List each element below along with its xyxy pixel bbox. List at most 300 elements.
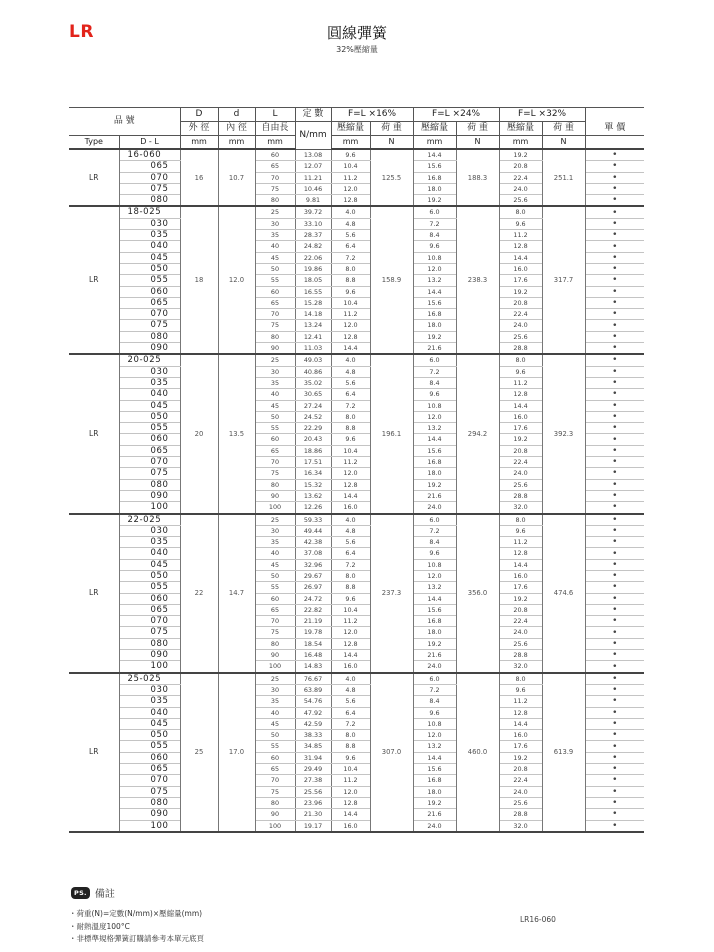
spring-rate-cell: 29.49 bbox=[295, 764, 331, 775]
spring-rate-cell: 16.48 bbox=[295, 650, 331, 661]
free-length-cell: 35 bbox=[255, 230, 295, 241]
compression-24-cell: 13.2 bbox=[413, 741, 456, 752]
spring-rate-cell: 13.62 bbox=[295, 490, 331, 501]
compression-24-cell: 9.6 bbox=[413, 707, 456, 718]
free-length-cell: 65 bbox=[255, 445, 295, 456]
compression-24-cell: 18.0 bbox=[413, 320, 456, 331]
compression-16-cell: 10.4 bbox=[331, 604, 370, 615]
compression-16-cell: 4.0 bbox=[331, 206, 370, 218]
col-group-24: F=L ×24% bbox=[413, 108, 499, 122]
price-cell: • bbox=[585, 457, 644, 468]
spring-rate-cell: 59.33 bbox=[295, 514, 331, 526]
free-length-cell: 55 bbox=[255, 741, 295, 752]
compression-24-cell: 14.4 bbox=[413, 149, 456, 161]
compression-32-cell: 20.8 bbox=[499, 297, 542, 308]
price-cell: • bbox=[585, 661, 644, 673]
outer-diameter-cell: 16 bbox=[180, 149, 218, 206]
price-cell: • bbox=[585, 411, 644, 422]
product-code: 080 bbox=[119, 331, 180, 342]
compression-32-cell: 11.2 bbox=[499, 537, 542, 548]
product-code: 075 bbox=[119, 183, 180, 194]
compression-16-cell: 4.8 bbox=[331, 366, 370, 377]
compression-24-cell: 7.2 bbox=[413, 366, 456, 377]
note-item: ・荷重(N)=定數(N/mm)×壓縮量(mm) bbox=[69, 909, 203, 918]
compression-16-cell: 10.4 bbox=[331, 764, 370, 775]
free-length-cell: 25 bbox=[255, 673, 295, 685]
price-cell: • bbox=[585, 218, 644, 229]
compression-16-cell: 12.0 bbox=[331, 468, 370, 479]
compression-24-cell: 16.8 bbox=[413, 457, 456, 468]
spring-rate-cell: 30.65 bbox=[295, 389, 331, 400]
product-code: 035 bbox=[119, 696, 180, 707]
spring-rate-cell: 22.29 bbox=[295, 423, 331, 434]
free-length-cell: 80 bbox=[255, 195, 295, 207]
notes-header bbox=[71, 885, 115, 900]
compression-24-cell: 18.0 bbox=[413, 183, 456, 194]
compression-16-cell: 7.2 bbox=[331, 252, 370, 263]
col-product: 品 號 bbox=[69, 108, 180, 136]
product-code: 060 bbox=[119, 286, 180, 297]
price-cell: • bbox=[585, 309, 644, 320]
product-code: 16-060 bbox=[119, 149, 180, 161]
compression-24-cell: 6.0 bbox=[413, 206, 456, 218]
col-price-top bbox=[585, 108, 644, 122]
spring-rate-cell: 20.43 bbox=[295, 434, 331, 445]
product-code: 080 bbox=[119, 638, 180, 649]
col-spring-rate-unit: N/mm bbox=[295, 122, 331, 150]
compression-24-cell: 9.6 bbox=[413, 241, 456, 252]
type-cell: LR bbox=[69, 673, 119, 832]
price-cell: • bbox=[585, 582, 644, 593]
spring-rate-cell: 49.44 bbox=[295, 525, 331, 536]
price-cell: • bbox=[585, 320, 644, 331]
spring-rate-cell: 49.03 bbox=[295, 354, 331, 366]
spring-rate-cell: 21.19 bbox=[295, 616, 331, 627]
spring-rate-cell: 12.07 bbox=[295, 161, 331, 172]
compression-24-cell: 16.8 bbox=[413, 309, 456, 320]
compression-24-cell: 6.0 bbox=[413, 514, 456, 526]
compression-16-cell: 6.4 bbox=[331, 389, 370, 400]
product-code: 100 bbox=[119, 502, 180, 514]
compression-16-cell: 4.8 bbox=[331, 684, 370, 695]
spring-rate-cell: 19.86 bbox=[295, 263, 331, 274]
col-group-32: F=L ×32% bbox=[499, 108, 585, 122]
compression-16-cell: 8.0 bbox=[331, 411, 370, 422]
unit-mm-comp-16: mm bbox=[331, 136, 370, 150]
compression-32-cell: 20.8 bbox=[499, 445, 542, 456]
spring-rate-cell: 26.97 bbox=[295, 582, 331, 593]
product-code: 080 bbox=[119, 479, 180, 490]
load-32-cell: 613.9 bbox=[542, 673, 585, 832]
product-code: 080 bbox=[119, 195, 180, 207]
compression-16-cell: 14.4 bbox=[331, 650, 370, 661]
free-length-cell: 100 bbox=[255, 661, 295, 673]
product-code: 065 bbox=[119, 161, 180, 172]
price-cell: • bbox=[585, 161, 644, 172]
compression-16-cell: 11.2 bbox=[331, 616, 370, 627]
product-code: 065 bbox=[119, 604, 180, 615]
free-length-cell: 75 bbox=[255, 627, 295, 638]
spring-rate-cell: 39.72 bbox=[295, 206, 331, 218]
compression-24-cell: 10.8 bbox=[413, 252, 456, 263]
product-code: 050 bbox=[119, 570, 180, 581]
compression-32-cell: 17.6 bbox=[499, 275, 542, 286]
load-32-cell: 317.7 bbox=[542, 206, 585, 354]
spring-rate-cell: 21.30 bbox=[295, 809, 331, 820]
compression-32-cell: 32.0 bbox=[499, 661, 542, 673]
free-length-cell: 30 bbox=[255, 525, 295, 536]
compression-24-cell: 8.4 bbox=[413, 377, 456, 388]
product-code: 22-025 bbox=[119, 514, 180, 526]
free-length-cell: 50 bbox=[255, 730, 295, 741]
spring-rate-cell: 18.05 bbox=[295, 275, 331, 286]
free-length-cell: 60 bbox=[255, 286, 295, 297]
outer-diameter-cell: 20 bbox=[180, 354, 218, 513]
product-code: 040 bbox=[119, 241, 180, 252]
price-cell: • bbox=[585, 627, 644, 638]
compression-16-cell: 4.0 bbox=[331, 673, 370, 685]
compression-24-cell: 19.2 bbox=[413, 195, 456, 207]
col-outer-diameter: D bbox=[180, 108, 218, 122]
price-cell: • bbox=[585, 684, 644, 695]
compression-24-cell: 10.8 bbox=[413, 718, 456, 729]
spring-rate-cell: 13.24 bbox=[295, 320, 331, 331]
free-length-cell: 70 bbox=[255, 172, 295, 183]
product-code: 055 bbox=[119, 423, 180, 434]
compression-32-cell: 22.4 bbox=[499, 775, 542, 786]
compression-16-cell: 6.4 bbox=[331, 707, 370, 718]
compression-24-cell: 21.6 bbox=[413, 343, 456, 355]
free-length-cell: 40 bbox=[255, 389, 295, 400]
compression-24-cell: 13.2 bbox=[413, 275, 456, 286]
price-cell: • bbox=[585, 377, 644, 388]
product-code: 055 bbox=[119, 275, 180, 286]
price-cell: • bbox=[585, 183, 644, 194]
price-cell: • bbox=[585, 149, 644, 161]
product-code: 090 bbox=[119, 343, 180, 355]
price-cell: • bbox=[585, 297, 644, 308]
product-code: 090 bbox=[119, 809, 180, 820]
compression-24-cell: 12.0 bbox=[413, 730, 456, 741]
unit-n-load-24: N bbox=[456, 136, 499, 150]
compression-32-cell: 12.8 bbox=[499, 389, 542, 400]
spring-rate-cell: 9.81 bbox=[295, 195, 331, 207]
price-cell: • bbox=[585, 537, 644, 548]
compression-32-cell: 19.2 bbox=[499, 149, 542, 161]
product-code: 050 bbox=[119, 730, 180, 741]
inner-diameter-cell: 13.5 bbox=[218, 354, 255, 513]
compression-24-cell: 24.0 bbox=[413, 502, 456, 514]
spring-rate-cell: 29.67 bbox=[295, 570, 331, 581]
free-length-cell: 30 bbox=[255, 684, 295, 695]
compression-24-cell: 19.2 bbox=[413, 638, 456, 649]
free-length-cell: 40 bbox=[255, 707, 295, 718]
spring-rate-cell: 16.34 bbox=[295, 468, 331, 479]
spring-rate-cell: 34.85 bbox=[295, 741, 331, 752]
price-cell: • bbox=[585, 548, 644, 559]
spec-body bbox=[69, 149, 644, 832]
free-length-cell: 25 bbox=[255, 354, 295, 366]
free-length-cell: 80 bbox=[255, 479, 295, 490]
compression-24-cell: 8.4 bbox=[413, 537, 456, 548]
free-length-cell: 65 bbox=[255, 604, 295, 615]
product-code: 100 bbox=[119, 661, 180, 673]
product-code: 045 bbox=[119, 559, 180, 570]
product-code: 060 bbox=[119, 593, 180, 604]
free-length-cell: 60 bbox=[255, 752, 295, 763]
spring-rate-cell: 13.08 bbox=[295, 149, 331, 161]
load-16-cell: 307.0 bbox=[370, 673, 413, 832]
col-spring-rate: 定 數 bbox=[295, 108, 331, 122]
free-length-cell: 90 bbox=[255, 490, 295, 501]
product-code: 070 bbox=[119, 457, 180, 468]
product-code: 055 bbox=[119, 741, 180, 752]
product-code: 060 bbox=[119, 434, 180, 445]
compression-24-cell: 8.4 bbox=[413, 230, 456, 241]
compression-32-cell: 32.0 bbox=[499, 820, 542, 832]
compression-32-cell: 20.8 bbox=[499, 604, 542, 615]
compression-32-cell: 8.0 bbox=[499, 206, 542, 218]
price-cell: • bbox=[585, 502, 644, 514]
compression-32-cell: 28.8 bbox=[499, 809, 542, 820]
compression-16-cell: 4.8 bbox=[331, 525, 370, 536]
free-length-cell: 50 bbox=[255, 570, 295, 581]
compression-16-cell: 12.8 bbox=[331, 195, 370, 207]
load-24-cell: 294.2 bbox=[456, 354, 499, 513]
product-code: 030 bbox=[119, 525, 180, 536]
type-cell: LR bbox=[69, 354, 119, 513]
product-code: 20-025 bbox=[119, 354, 180, 366]
header-row-3 bbox=[69, 136, 644, 150]
product-code: 065 bbox=[119, 297, 180, 308]
price-cell: • bbox=[585, 172, 644, 183]
spring-rate-cell: 24.72 bbox=[295, 593, 331, 604]
inner-diameter-cell: 10.7 bbox=[218, 149, 255, 206]
compression-24-cell: 9.6 bbox=[413, 548, 456, 559]
compression-16-cell: 9.6 bbox=[331, 752, 370, 763]
price-cell: • bbox=[585, 616, 644, 627]
load-32-cell: 251.1 bbox=[542, 149, 585, 206]
compression-32-cell: 24.0 bbox=[499, 627, 542, 638]
compression-16-cell: 11.2 bbox=[331, 457, 370, 468]
col-load-16: 荷 重 bbox=[370, 122, 413, 136]
unit-n-load-16: N bbox=[370, 136, 413, 150]
compression-16-cell: 11.2 bbox=[331, 309, 370, 320]
compression-16-cell: 6.4 bbox=[331, 241, 370, 252]
compression-16-cell: 8.8 bbox=[331, 741, 370, 752]
product-code: 25-025 bbox=[119, 673, 180, 685]
compression-16-cell: 12.0 bbox=[331, 183, 370, 194]
outer-diameter-cell: 18 bbox=[180, 206, 218, 354]
spring-rate-cell: 63.89 bbox=[295, 684, 331, 695]
inner-diameter-cell: 14.7 bbox=[218, 514, 255, 673]
product-code: 065 bbox=[119, 764, 180, 775]
product-code: 030 bbox=[119, 218, 180, 229]
free-length-cell: 55 bbox=[255, 423, 295, 434]
product-code: 055 bbox=[119, 582, 180, 593]
table-row bbox=[69, 514, 644, 526]
compression-24-cell: 16.8 bbox=[413, 616, 456, 627]
compression-16-cell: 9.6 bbox=[331, 149, 370, 161]
col-comp-32: 壓縮量 bbox=[499, 122, 542, 136]
col-comp-16: 壓縮量 bbox=[331, 122, 370, 136]
compression-32-cell: 24.0 bbox=[499, 183, 542, 194]
free-length-cell: 50 bbox=[255, 263, 295, 274]
price-cell: • bbox=[585, 468, 644, 479]
price-cell: • bbox=[585, 559, 644, 570]
free-length-cell: 55 bbox=[255, 275, 295, 286]
col-load-24: 荷 重 bbox=[456, 122, 499, 136]
col-type: Type bbox=[69, 136, 119, 150]
free-length-cell: 80 bbox=[255, 331, 295, 342]
free-length-cell: 40 bbox=[255, 548, 295, 559]
free-length-cell: 75 bbox=[255, 468, 295, 479]
compression-24-cell: 7.2 bbox=[413, 218, 456, 229]
compression-16-cell: 12.0 bbox=[331, 627, 370, 638]
compression-32-cell: 28.8 bbox=[499, 650, 542, 661]
price-cell: • bbox=[585, 434, 644, 445]
col-free-length-label: 自由長 bbox=[255, 122, 295, 136]
compression-16-cell: 12.0 bbox=[331, 320, 370, 331]
price-cell: • bbox=[585, 809, 644, 820]
compression-32-cell: 32.0 bbox=[499, 502, 542, 514]
spring-rate-cell: 38.33 bbox=[295, 730, 331, 741]
compression-24-cell: 18.0 bbox=[413, 786, 456, 797]
spring-rate-cell: 25.56 bbox=[295, 786, 331, 797]
product-code: 070 bbox=[119, 616, 180, 627]
load-24-cell: 188.3 bbox=[456, 149, 499, 206]
compression-16-cell: 8.8 bbox=[331, 582, 370, 593]
price-cell: • bbox=[585, 650, 644, 661]
product-code: 045 bbox=[119, 400, 180, 411]
free-length-cell: 75 bbox=[255, 320, 295, 331]
compression-32-cell: 28.8 bbox=[499, 343, 542, 355]
product-code: 040 bbox=[119, 389, 180, 400]
free-length-cell: 80 bbox=[255, 797, 295, 808]
product-code: 045 bbox=[119, 718, 180, 729]
table-row bbox=[69, 149, 644, 161]
free-length-cell: 60 bbox=[255, 434, 295, 445]
price-cell: • bbox=[585, 354, 644, 366]
compression-32-cell: 9.6 bbox=[499, 684, 542, 695]
compression-32-cell: 11.2 bbox=[499, 230, 542, 241]
product-code: 070 bbox=[119, 309, 180, 320]
price-cell: • bbox=[585, 490, 644, 501]
price-cell: • bbox=[585, 593, 644, 604]
product-code: 065 bbox=[119, 445, 180, 456]
compression-24-cell: 12.0 bbox=[413, 411, 456, 422]
compression-24-cell: 14.4 bbox=[413, 434, 456, 445]
free-length-cell: 65 bbox=[255, 297, 295, 308]
spring-rate-cell: 33.10 bbox=[295, 218, 331, 229]
product-code: 030 bbox=[119, 684, 180, 695]
spring-rate-cell: 14.83 bbox=[295, 661, 331, 673]
compression-16-cell: 10.4 bbox=[331, 297, 370, 308]
product-code: 075 bbox=[119, 468, 180, 479]
compression-32-cell: 22.4 bbox=[499, 172, 542, 183]
product-code: 035 bbox=[119, 377, 180, 388]
price-cell: • bbox=[585, 331, 644, 342]
compression-24-cell: 18.0 bbox=[413, 627, 456, 638]
unit-mm-comp-24: mm bbox=[413, 136, 456, 150]
compression-32-cell: 17.6 bbox=[499, 423, 542, 434]
price-cell: • bbox=[585, 696, 644, 707]
spring-rate-cell: 15.32 bbox=[295, 479, 331, 490]
price-cell: • bbox=[585, 389, 644, 400]
compression-24-cell: 14.4 bbox=[413, 593, 456, 604]
table-row bbox=[69, 673, 644, 685]
load-32-cell: 392.3 bbox=[542, 354, 585, 513]
compression-32-cell: 14.4 bbox=[499, 559, 542, 570]
compression-24-cell: 21.6 bbox=[413, 490, 456, 501]
compression-24-cell: 15.6 bbox=[413, 445, 456, 456]
product-code: 070 bbox=[119, 775, 180, 786]
type-cell: LR bbox=[69, 149, 119, 206]
compression-16-cell: 8.8 bbox=[331, 275, 370, 286]
product-code: 050 bbox=[119, 263, 180, 274]
unit-mm-comp-32: mm bbox=[499, 136, 542, 150]
spring-rate-cell: 18.86 bbox=[295, 445, 331, 456]
price-cell: • bbox=[585, 797, 644, 808]
col-free-length: L bbox=[255, 108, 295, 122]
product-code: 090 bbox=[119, 650, 180, 661]
compression-24-cell: 19.2 bbox=[413, 797, 456, 808]
price-cell: • bbox=[585, 718, 644, 729]
page-subtitle: 32%壓縮量 bbox=[336, 45, 378, 54]
load-16-cell: 125.5 bbox=[370, 149, 413, 206]
compression-32-cell: 24.0 bbox=[499, 468, 542, 479]
spring-rate-cell: 31.94 bbox=[295, 752, 331, 763]
compression-32-cell: 17.6 bbox=[499, 741, 542, 752]
compression-32-cell: 24.0 bbox=[499, 320, 542, 331]
compression-32-cell: 16.0 bbox=[499, 411, 542, 422]
compression-32-cell: 16.0 bbox=[499, 263, 542, 274]
compression-24-cell: 10.8 bbox=[413, 400, 456, 411]
compression-32-cell: 16.0 bbox=[499, 570, 542, 581]
price-cell: • bbox=[585, 195, 644, 207]
compression-24-cell: 15.6 bbox=[413, 604, 456, 615]
price-cell: • bbox=[585, 764, 644, 775]
product-code: 060 bbox=[119, 752, 180, 763]
spring-rate-cell: 15.28 bbox=[295, 297, 331, 308]
free-length-cell: 35 bbox=[255, 377, 295, 388]
free-length-cell: 90 bbox=[255, 809, 295, 820]
compression-32-cell: 25.6 bbox=[499, 797, 542, 808]
compression-16-cell: 4.0 bbox=[331, 514, 370, 526]
product-code: 080 bbox=[119, 797, 180, 808]
compression-16-cell: 9.6 bbox=[331, 434, 370, 445]
compression-24-cell: 24.0 bbox=[413, 820, 456, 832]
compression-24-cell: 15.6 bbox=[413, 764, 456, 775]
price-cell: • bbox=[585, 275, 644, 286]
compression-32-cell: 11.2 bbox=[499, 377, 542, 388]
col-price: 單 價 bbox=[585, 122, 644, 136]
compression-24-cell: 10.8 bbox=[413, 559, 456, 570]
compression-32-cell: 24.0 bbox=[499, 786, 542, 797]
spring-rate-cell: 18.54 bbox=[295, 638, 331, 649]
load-32-cell: 474.6 bbox=[542, 514, 585, 673]
page-title: 圓線彈簧 bbox=[326, 24, 387, 42]
free-length-cell: 50 bbox=[255, 411, 295, 422]
spring-rate-cell: 42.59 bbox=[295, 718, 331, 729]
compression-32-cell: 22.4 bbox=[499, 309, 542, 320]
ps-badge: PS. bbox=[71, 887, 90, 899]
compression-32-cell: 8.0 bbox=[499, 354, 542, 366]
compression-16-cell: 5.6 bbox=[331, 377, 370, 388]
compression-32-cell: 12.8 bbox=[499, 707, 542, 718]
compression-32-cell: 19.2 bbox=[499, 752, 542, 763]
spring-rate-cell: 76.67 bbox=[295, 673, 331, 685]
